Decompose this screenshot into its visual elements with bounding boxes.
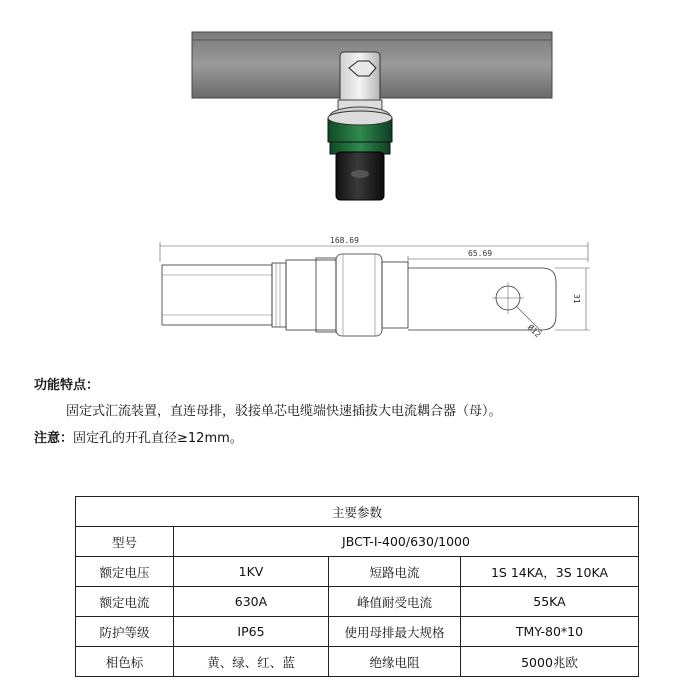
insulation-value: 5000兆欧 — [461, 647, 639, 677]
protection-label: 防护等级 — [76, 617, 174, 647]
table-title: 主要参数 — [76, 497, 639, 527]
rated-voltage-label: 额定电压 — [76, 557, 174, 587]
dimension-drawing — [150, 232, 590, 352]
note — [34, 427, 243, 446]
phase-color-label: 相色标 — [76, 647, 174, 677]
dim-hole: Ø12 — [525, 322, 543, 340]
busbar-spec-value: TMY-80*10 — [461, 617, 639, 647]
busbar-spec-label: 使用母排最大规格 — [329, 617, 461, 647]
table-row — [76, 647, 639, 677]
model-label: 型号 — [76, 527, 174, 557]
table-row — [76, 617, 639, 647]
short-circuit-label: 短路电流 — [329, 557, 461, 587]
peak-current-value: 55KA — [461, 587, 639, 617]
features-body: 固定式汇流装置，直连母排，驳接单芯电缆端快速插拔大电流耦合器（母）。 — [66, 404, 502, 419]
table-row — [76, 587, 639, 617]
rated-current-label: 额定电流 — [76, 587, 174, 617]
product-photo — [190, 22, 555, 214]
rated-current-value: 630A — [174, 587, 329, 617]
note-text: 固定孔的开孔直径≥12mm。 — [73, 431, 243, 446]
lug-outline — [408, 268, 556, 330]
table-row — [76, 557, 639, 587]
phase-color-value: 黄、绿、红、蓝 — [174, 647, 329, 677]
rated-voltage-value: 1KV — [174, 557, 329, 587]
spec-table — [75, 496, 639, 677]
dim-lug: 65.69 — [468, 249, 493, 258]
protection-value: IP65 — [174, 617, 329, 647]
note-label: 注意： — [34, 431, 74, 446]
features-title: 功能特点： — [34, 378, 100, 393]
model-value: JBCT-I-400/630/1000 — [174, 527, 639, 557]
dim-width: 31 — [572, 294, 581, 304]
short-circuit-value: 1S 14KA，3S 10KA — [461, 557, 639, 587]
rear-sleeve — [162, 265, 272, 325]
dim-total: 168.69 — [330, 236, 359, 245]
insulation-label: 绝缘电阻 — [329, 647, 461, 677]
peak-current-label: 峰值耐受电流 — [329, 587, 461, 617]
